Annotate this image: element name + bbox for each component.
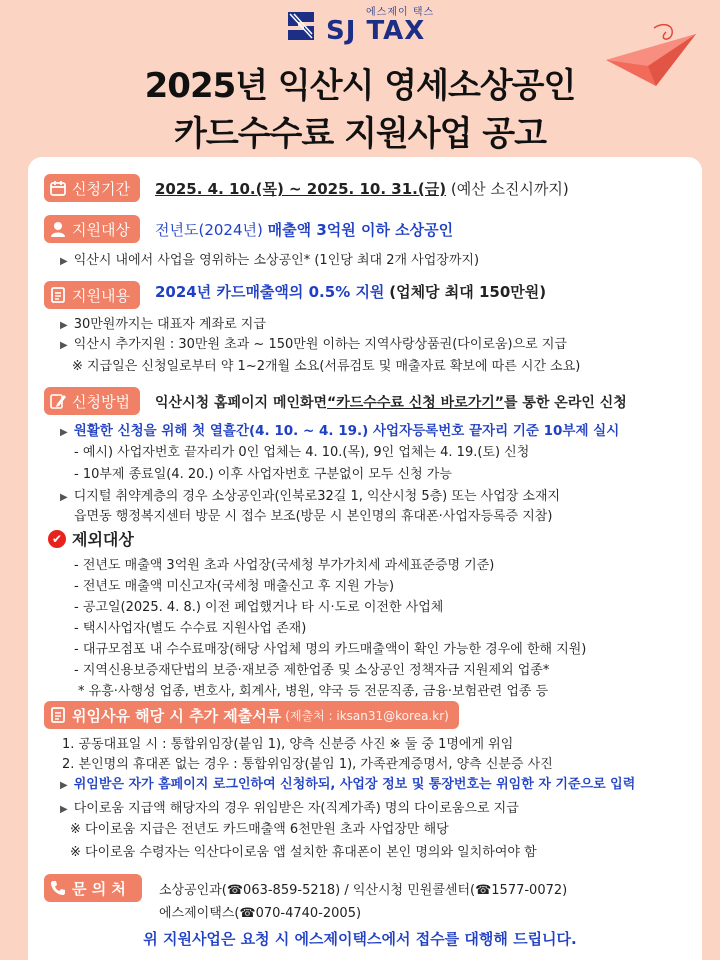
person-icon: [48, 219, 68, 239]
calendar-icon: [48, 178, 68, 198]
badge-period-label: 신청기간: [72, 179, 130, 198]
method-bullet-2a-text: 디지털 취약계층의 경우 소상공인과(인북로32길 1, 익산시청 5층) 또는 사업장 소재지: [73, 489, 561, 504]
proxy-bullet-2-text: 다이로움 지급액 해당자의 경우 위임받은 자(직계가족) 명의 다이로움으로 지급: [73, 801, 519, 816]
content-bullet-2-text: 익산시 추가지원 : 30만원 초과 ~ 150만원 이하는 지역사랑상품권(다이로움)으로 지급: [73, 337, 567, 352]
pencil-icon: [48, 391, 68, 411]
exclusions-title: [48, 527, 134, 550]
method-line: [155, 392, 627, 412]
badge-proxy: [44, 701, 459, 729]
logo: [284, 8, 434, 44]
exclusions-title-text: 제외대상: [72, 530, 134, 549]
badge-contact: [44, 874, 142, 902]
proxy-bullet-2: ▶ 다이로움 지급액 해당자의 경우 위임받은 자(직계가족) 명의 다이로움으로 지급: [60, 801, 519, 816]
method-pre: 익산시청 홈페이지 메인화면: [155, 395, 328, 411]
method-link: “카드수수료 신청 바로가기”: [327, 395, 504, 411]
exclusion-item: - 공고일(2025. 4. 8.) 이전 폐업했거나 타 시·도로 이전한 사업체: [74, 600, 444, 615]
check-icon: ✔: [48, 530, 66, 548]
target-line: [155, 219, 453, 240]
proxy-bullet-1-text: 위임받은 자가 홈페이지 로그인하여 신청하되, 사업장 정보 및 통장번호는 위임한 자 기준으로 입력: [73, 777, 636, 792]
period-line: [155, 178, 569, 199]
title-line-2: 카드수수료 지원사업 공고: [174, 114, 546, 154]
badge-proxy-note: (제출처 : iksan31@korea.kr): [285, 708, 449, 723]
footer-notice: 위 지원사업은 요청 시 에스제이택스에서 접수를 대행해 드립니다.: [143, 930, 577, 948]
method-bullet-1: ▶ 원활한 신청을 위해 첫 열흘간(4. 10. ~ 4. 19.) 사업자등록번호 끝자리 기준 10부제 실시: [60, 423, 620, 439]
method-sub-2: - 10부제 종료일(4. 20.) 이후 사업자번호 구분없이 모두 신청 가능: [74, 467, 452, 482]
proxy-item-2: 2. 본인명의 휴대폰 없는 경우 : 통합위임장(붙임 1), 가족관계증명서, 양측 신분증 사진: [62, 757, 553, 772]
period-note: (예산 소진시까지): [450, 180, 569, 198]
title-line-1: 2025년 익산시 영세소상공인: [144, 66, 576, 106]
target-bullet-text: 익산시 내에서 사업을 영위하는 소상공인* (1인당 최대 2개 사업장까지): [73, 253, 480, 268]
exclusion-item: - 택시사업자(별도 수수료 지원사업 존재): [74, 621, 307, 636]
method-sub-1: - 예시) 사업자번호 끝자리가 0인 업체는 4. 10.(목), 9인 업체는 4. 19.(토) 신청: [74, 445, 530, 460]
target-prefix: 전년도(2024년): [155, 221, 263, 239]
exclusion-item: - 지역신용보증재단법의 보증·재보증 제한업종 및 소상공인 정책자금 지원제외 업종*: [74, 663, 550, 678]
target-bullet: ▶ 익산시 내에서 사업을 영위하는 소상공인* (1인당 최대 2개 사업장까지): [60, 253, 480, 268]
content-bullet-2: ▶ 익산시 추가지원 : 30만원 초과 ~ 150만원 이하는 지역사랑상품권(다이로움)으로 지급: [60, 337, 567, 352]
period-dates: 2025. 4. 10.(목) ~ 2025. 10. 31.(금): [155, 180, 447, 198]
proxy-note-2: ※ 다이로움 수령자는 익산다이로움 앱 설치한 휴대폰이 본인 명의와 일치하여야 함: [70, 845, 537, 860]
badge-proxy-label: 위임사유 해당 시 추가 제출서류: [72, 706, 282, 725]
exclusion-note: * 유흥·사행성 업종, 변호사, 회계사, 병원, 약국 등 전문직종, 금융·보험관련 업종 등: [78, 684, 549, 699]
badge-period: [44, 174, 140, 202]
method-bullet-2b: 읍면동 행정복지센터 방문 시 접수 보조(방문 시 본인명의 휴대폰·사업자등록증 지참): [74, 509, 553, 524]
phone-icon: [48, 878, 68, 898]
exclusion-item: - 대규모점포 내 수수료매장(해당 사업체 명의 카드매출액이 확인 가능한 경우에 한해 지원): [74, 642, 587, 657]
content-bullet-1-text: 30만원까지는 대표자 계좌로 지급: [73, 317, 266, 332]
logo-subtitle: 에스제이 택스: [366, 7, 435, 18]
badge-method-label: 신청방법: [72, 392, 130, 411]
badge-content-label: 지원내용: [72, 286, 130, 305]
content-line: [155, 281, 546, 302]
contact-line-2: 에스제이택스(☎070-4740-2005): [159, 906, 362, 921]
proxy-item-1: 1. 공동대표일 시 : 통합위임장(붙임 1), 양측 신분증 사진 ※ 둘 중 1명에게 위임: [62, 737, 514, 752]
proxy-note-1: ※ 다이로움 지급은 전년도 카드매출액 6천만원 초과 사업장만 해당: [70, 822, 449, 837]
method-bullet-1-text: 원활한 신청을 위해 첫 열흘간(4. 10. ~ 4. 19.) 사업자등록번호 끝자리 기준 10부제 실시: [73, 423, 620, 439]
badge-target: [44, 215, 140, 243]
proxy-bullet-1: ▶ 위임받은 자가 홈페이지 로그인하여 신청하되, 사업장 정보 및 통장번호는 위임한 자 기준으로 입력: [60, 777, 636, 792]
exclusion-item: - 전년도 매출액 3억원 초과 사업장(국세청 부가가치세 과세표준증명 기준): [74, 558, 495, 573]
page-title: [0, 62, 720, 158]
logo-title: SJ TAX: [326, 16, 426, 46]
content-rest: (업체당 최대 150만원): [389, 283, 547, 301]
method-bullet-2: ▶ 디지털 취약계층의 경우 소상공인과(인북로32길 1, 익산시청 5층) 또는 사업장 소재지: [60, 489, 561, 504]
method-post: 를 통한 온라인 신청: [503, 395, 627, 411]
document-icon: [48, 705, 68, 725]
badge-target-label: 지원대상: [72, 220, 130, 239]
content-highlight: 2024년 카드매출액의 0.5% 지원: [155, 283, 385, 301]
exclusion-item: - 전년도 매출액 미신고자(국세청 매출신고 후 지원 가능): [74, 579, 395, 594]
contact-line-1: 소상공인과(☎063-859-5218) / 익산시청 민원콜센터(☎1577-0072): [159, 883, 568, 898]
logo-mark-icon: [284, 8, 320, 44]
badge-contact-label: 문 의 처: [72, 879, 126, 898]
content-note: ※ 지급일은 신청일로부터 약 1~2개월 소요(서류검토 및 매출자료 확보에 따른 시간 소요): [72, 359, 581, 374]
badge-method: [44, 387, 140, 415]
target-highlight: 매출액 3억원 이하 소상공인: [267, 221, 454, 239]
document-icon: [48, 285, 68, 305]
content-card: [28, 157, 702, 960]
content-bullet-1: ▶ 30만원까지는 대표자 계좌로 지급: [60, 317, 266, 332]
badge-content: [44, 281, 140, 309]
